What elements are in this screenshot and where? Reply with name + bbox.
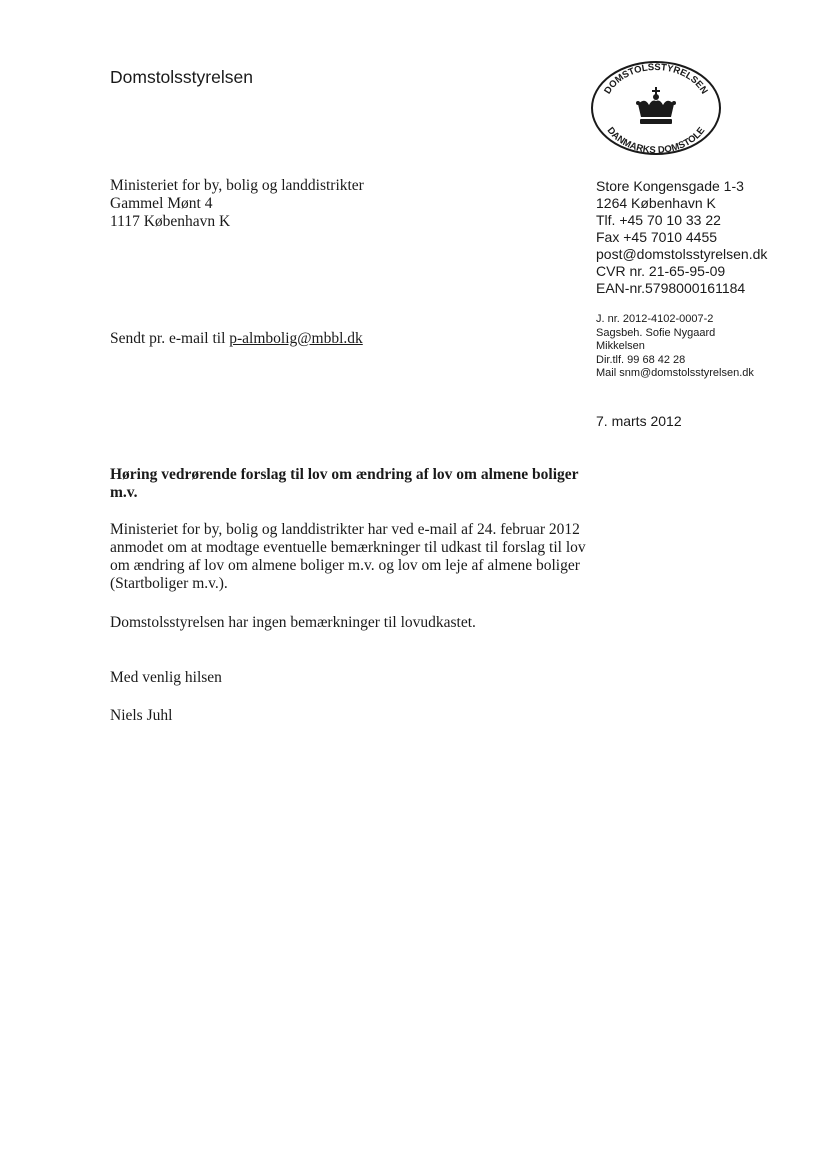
seal-graphic xyxy=(589,59,723,157)
court-seal-logo xyxy=(589,59,723,157)
body-paragraph xyxy=(110,521,610,593)
contact-line: Tlf. +45 70 10 33 22 xyxy=(596,212,721,228)
case-line: J. nr. 2012-4102-0007-2 xyxy=(596,313,714,325)
closing-salutation: Med venlig hilsen xyxy=(110,669,222,686)
contact-line: Store Kongensgade 1-3 xyxy=(596,178,744,194)
body-line: (Startboliger m.v.). xyxy=(110,575,228,592)
body-line: om ændring af lov om almene boliger m.v. og lov om leje af almene boliger xyxy=(110,557,580,574)
seal-top-text: DOMSTOLSSTYRELSEN xyxy=(602,61,710,97)
contact-line: CVR nr. 21-65-95-09 xyxy=(596,263,726,279)
contact-line: 1264 København K xyxy=(596,195,716,211)
case-line: Sagsbeh. Sofie Nygaard xyxy=(596,326,716,339)
sent-prefix: Sendt pr. e-mail til xyxy=(110,330,230,347)
body-line: anmodet om at modtage eventuelle bemærkninger til udkast til forslag til lov xyxy=(110,539,586,556)
subject-line: m.v. xyxy=(110,484,138,501)
recipient-line: Ministeriet for by, bolig og landdistrikter xyxy=(110,177,364,194)
contact-line: Fax +45 7010 4455 xyxy=(596,229,718,245)
sender-contact-block xyxy=(596,178,767,297)
case-info-block xyxy=(596,313,754,381)
case-line: Mikkelsen xyxy=(596,340,645,352)
body-line: Ministeriet for by, bolig og landdistrikter har ved e-mail af 24. februar 2012 xyxy=(110,521,580,538)
recipient-line: Gammel Mønt 4 xyxy=(110,195,213,212)
recipient-address xyxy=(110,177,364,231)
subject-line: Høring vedrørende forslag til lov om ændring af lov om almene boliger xyxy=(110,466,579,483)
case-line: Mail snm@domstolsstyrelsen.dk xyxy=(596,367,754,379)
seal-bottom-text: DANMARKS DOMSTOLE xyxy=(604,125,708,157)
letter-subject xyxy=(110,466,610,502)
case-line: Dir.tlf. 99 68 42 28 xyxy=(596,353,686,366)
signature-name: Niels Juhl xyxy=(110,707,173,724)
recipient-line: 1117 København K xyxy=(110,213,231,230)
body-paragraph: Domstolsstyrelsen har ingen bemærkninger til lovudkastet. xyxy=(110,614,476,631)
sent-by-email-line xyxy=(110,330,363,348)
contact-line: post@domstolsstyrelsen.dk xyxy=(596,246,768,262)
recipient-email-link[interactable]: p-almbolig@mbbl.dk xyxy=(229,330,363,347)
contact-line: EAN-nr.5798000161184 xyxy=(596,280,746,296)
sender-organization: Domstolsstyrelsen xyxy=(110,67,253,87)
crown-icon xyxy=(636,87,676,124)
letter-date: 7. marts 2012 xyxy=(596,413,682,429)
